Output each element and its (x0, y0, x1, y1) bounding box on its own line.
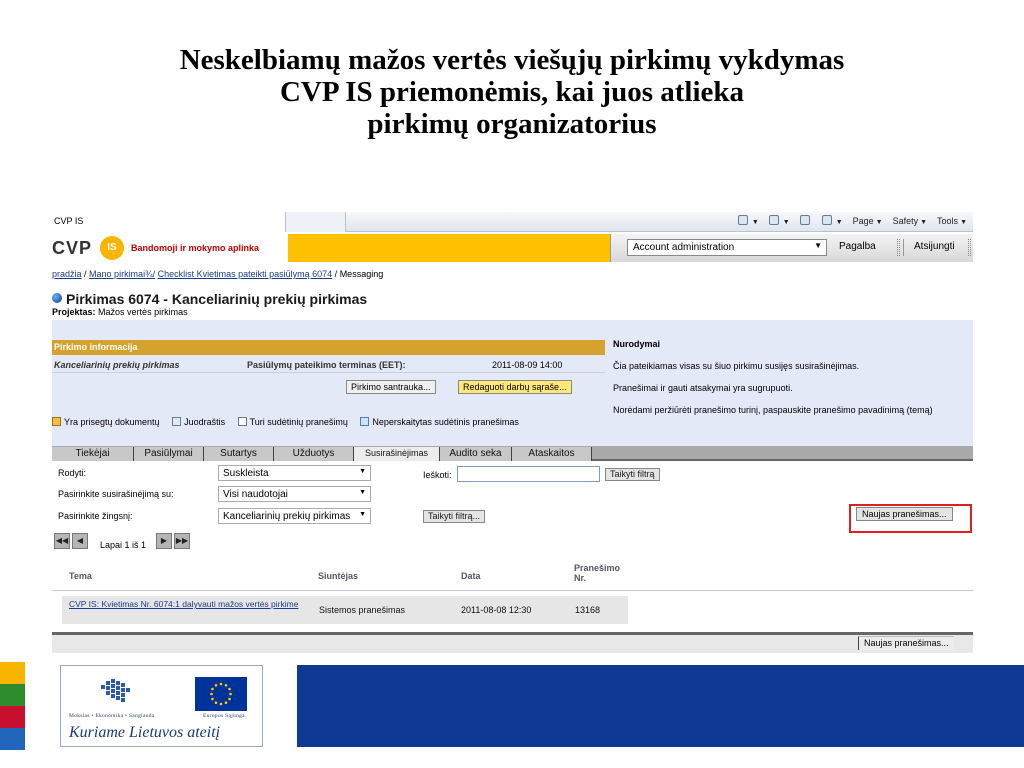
new-message-button[interactable]: Naujas pranešimas... (856, 507, 953, 521)
stripe-green (0, 684, 25, 706)
draft-icon (172, 417, 181, 426)
help-button[interactable]: Pagalba (839, 241, 876, 252)
project-line (52, 307, 188, 317)
step-select[interactable] (218, 508, 371, 524)
message-topic-link[interactable]: CVP IS: Kvietimas Nr. 6074:1 dalyvauti mažos vertės pirkime (69, 599, 299, 609)
instructions-line: Norėdami peržiūrėti pranešimo turinį, paspauskite pranešimo pavadinimą (temą) (613, 405, 933, 415)
grip-icon (968, 239, 971, 256)
column-header-topic[interactable]: Tema (69, 571, 92, 581)
correspondence-select-value: Visi naudotojai (223, 489, 288, 500)
tab-suppliers[interactable]: Tiekėjai (52, 447, 134, 461)
column-header-sender[interactable]: Siuntėjas (318, 571, 359, 581)
tab-contracts[interactable]: Sutartys (204, 447, 274, 461)
message-number: 13168 (575, 605, 601, 615)
new-message-button-bottom[interactable]: Naujas pranešimas... (858, 636, 954, 650)
logo-caption-right: Europos Sąjunga (203, 713, 245, 719)
show-select[interactable] (218, 465, 371, 481)
instructions-title: Nurodymai (613, 339, 661, 349)
instructions-line: Pranešimai ir gauti atsakymai yra sugrupuoti. (613, 383, 793, 393)
legend-unread (360, 417, 519, 427)
envelope-icon (360, 417, 369, 426)
expand-icon (238, 417, 247, 426)
page-indicator: Lapai 1 iš 1 (100, 540, 147, 550)
footer-blue-band (297, 665, 1024, 747)
app-header (52, 234, 973, 262)
prev-page-icon[interactable]: ◀ (72, 533, 88, 549)
logout-button[interactable]: Atsijungti (903, 239, 961, 256)
breadcrumb-my-procurements[interactable]: Mano pirkimai¾/ (89, 269, 156, 279)
project-label: Projektas: (52, 307, 96, 317)
breadcrumb-current: Messaging (339, 269, 384, 279)
messages-table (52, 556, 973, 653)
highlight-frame (849, 504, 972, 533)
step-label: Pasirinkite žingsnį: (58, 511, 133, 521)
show-label: Rodyti: (58, 468, 87, 478)
safety-menu-label: Safety (892, 215, 919, 226)
column-header-msg-no-line2: Nr. (574, 573, 587, 583)
legend-composite-label: Turi sudėtinių pranešimų (249, 417, 348, 427)
chevron-down-icon: ▼ (814, 241, 822, 250)
page-title: Pirkimas 6074 - Kanceliarinių prekių pirkimas (66, 291, 368, 307)
footer-logo-box (60, 665, 263, 747)
project-value: Mažos vertės pirkimas (98, 307, 188, 317)
correspondence-select[interactable] (218, 486, 371, 502)
info-header: Pirkimo informacija (52, 340, 605, 355)
logo-caption-left: Mokslas • Ekonomika • Sanglauda (69, 713, 155, 719)
attachment-icon (52, 417, 61, 426)
procurement-summary-button[interactable]: Pirkimo santrauka... (346, 380, 436, 394)
tabs-bar (52, 446, 973, 461)
legend-attachments (52, 417, 160, 427)
browser-tools (738, 215, 967, 226)
last-page-icon[interactable]: ▶▶ (174, 533, 190, 549)
procurement-info-panel (52, 320, 973, 446)
grip-icon (897, 239, 900, 256)
step-select-value: Kanceliarinių prekių pirkimas (223, 511, 351, 522)
breadcrumb: pradžia / Mano pirkimai¾/ Checklist Kvietimas pateikti pasiūlymą 6074 / Messaging (52, 269, 384, 279)
page-menu[interactable]: Page ▼ (852, 215, 883, 226)
correspondence-label: Pasirinkite susirašinėjimą su: (58, 489, 174, 499)
column-header-msg-no[interactable] (574, 563, 620, 583)
legend-attachments-label: Yra prisegtų dokumentų (64, 417, 160, 427)
search-input[interactable] (457, 466, 600, 482)
instructions-panel (610, 320, 973, 446)
feeds-icon[interactable]: ▼ (769, 215, 790, 226)
is-logo-badge: IS (100, 236, 124, 260)
next-page-icon[interactable]: ▶ (156, 533, 172, 549)
eu-flag-icon (195, 677, 247, 711)
deadline-label: Pasiūlymų pateikimo terminas (EET): (247, 360, 406, 370)
chevron-down-icon: ▼ (359, 511, 366, 518)
deadline-value: 2011-08-09 14:00 (492, 360, 563, 370)
footer-color-stripes (0, 662, 25, 748)
browser-toolbar (52, 212, 973, 232)
tab-tenders[interactable]: Pasiūlymai (134, 447, 204, 461)
legend (52, 417, 529, 427)
column-header-date[interactable]: Data (461, 571, 481, 581)
procurement-name: Kanceliarinių prekių pirkimas (54, 360, 180, 370)
account-select-value: Account administration (633, 242, 735, 253)
stripe-blue (0, 728, 25, 750)
chevron-down-icon: ▼ (359, 468, 366, 475)
browser-tab-label: CVP IS (54, 216, 84, 226)
mail-icon[interactable] (800, 215, 812, 226)
browser-new-tab[interactable] (286, 212, 346, 232)
slide-title-line-3: pirkimų organizatorius (367, 108, 657, 140)
tools-menu-label: Tools (937, 215, 959, 226)
breadcrumb-home[interactable]: pradžia (52, 269, 82, 279)
breadcrumb-checklist[interactable]: Checklist Kvietimas pateikti pasiūlymą 6074 (157, 269, 333, 279)
tab-correspondence[interactable]: Susirašinėjimas (354, 447, 440, 461)
show-select-value: Suskleista (223, 468, 269, 479)
filters-panel (52, 463, 973, 527)
slogan: Kuriame Lietuvos ateitį (69, 724, 221, 741)
message-date: 2011-08-08 12:30 (461, 605, 532, 615)
safety-menu[interactable]: Safety ▼ (892, 215, 928, 226)
tools-menu[interactable]: Tools ▼ (937, 215, 967, 226)
header-accent-band (288, 234, 610, 262)
status-dot-icon (52, 293, 62, 303)
apply-filter-button-2[interactable]: Taikyti filtrą... (423, 510, 485, 523)
home-icon[interactable]: ▼ (738, 215, 759, 226)
table-bottom-bar (52, 635, 973, 653)
instructions-line: Čia pateikiamas visas su šiuo pirkimu susijęs susirašinėjimas. (613, 361, 860, 371)
header-divider (52, 590, 973, 591)
slide-title-line-1: Neskelbiamų mažos vertės viešųjų pirkimų vykdymas (179, 44, 845, 76)
chevron-down-icon: ▼ (359, 489, 366, 496)
stripe-red (0, 706, 25, 728)
apply-filter-button[interactable]: Taikyti filtrą (605, 468, 660, 481)
slide-title-line-2: CVP IS priemonėmis, kai juos atlieka (279, 76, 745, 108)
tab-audit-trail[interactable]: Audito seka (440, 447, 512, 461)
browser-tab[interactable] (52, 212, 286, 232)
info-row (52, 357, 605, 373)
slide-title (0, 44, 1024, 140)
environment-label: Bandomoji ir mokymo aplinka (131, 243, 260, 253)
print-icon[interactable]: ▼ (822, 215, 843, 226)
legend-unread-label: Neperskaitytas sudėtinis pranešimas (372, 417, 519, 427)
page-menu-label: Page (852, 215, 874, 226)
cvp-logo[interactable]: CVP (52, 238, 93, 258)
account-select[interactable] (627, 239, 827, 256)
first-page-icon[interactable]: ◀◀ (54, 533, 70, 549)
legend-draft-label: Juodraštis (184, 417, 226, 427)
header-actions (610, 234, 973, 262)
legend-composite (238, 417, 348, 427)
stripe-yellow (0, 662, 25, 684)
lithuania-map-icon (97, 677, 135, 707)
edit-in-worklist-button[interactable]: Redaguoti darbų sąraše... (458, 380, 572, 394)
tab-reports[interactable]: Ataskaitos (512, 447, 592, 461)
column-header-msg-no-line1: Pranešimo (574, 563, 621, 573)
search-label: Ieškoti: (423, 470, 452, 480)
app-screenshot (52, 212, 973, 653)
legend-draft (172, 417, 225, 427)
tab-tasks[interactable]: Užduotys (274, 447, 354, 461)
message-sender: Sistemos pranešimas (319, 605, 406, 615)
